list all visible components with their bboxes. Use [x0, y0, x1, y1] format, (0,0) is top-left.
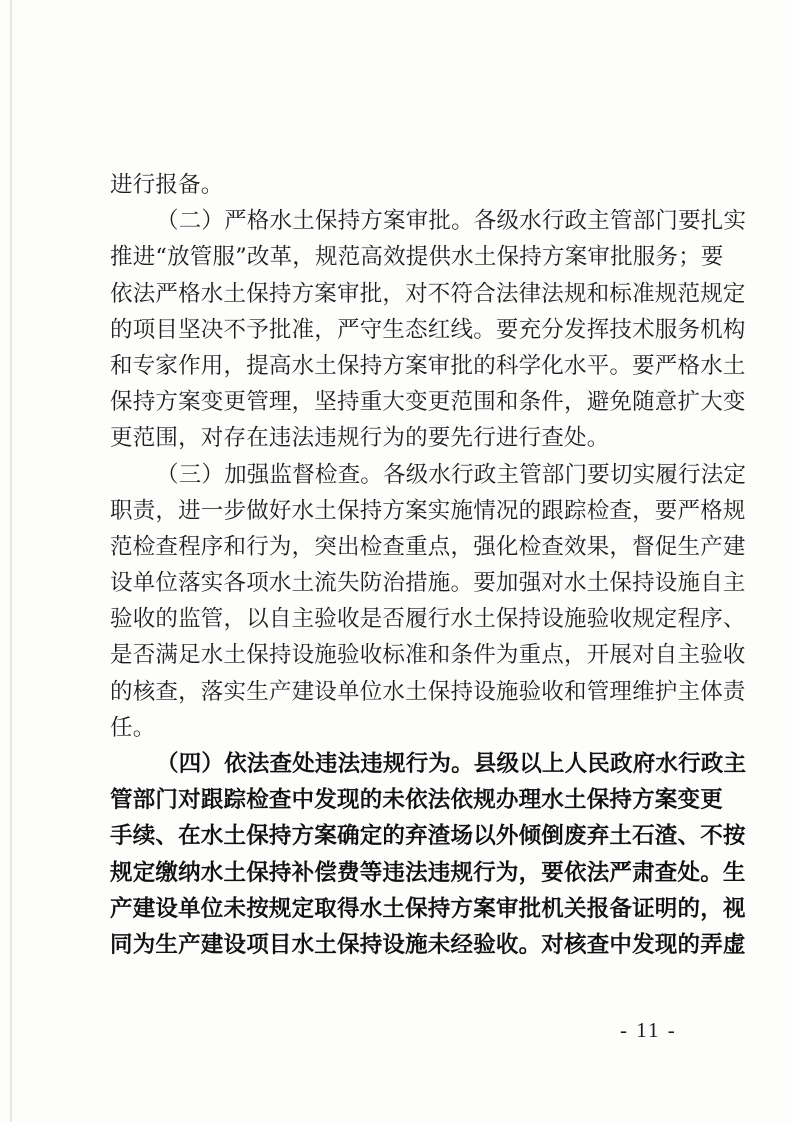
text-line: 范检查程序和行为，突出检查重点，强化检查效果，督促生产建 — [110, 534, 746, 560]
text-line: 验收的监管，以自主验收是否履行水土保持设施验收规定程序、 — [110, 606, 746, 632]
text-line: 依法严格水土保持方案审批，对不符合法律法规和标准规范规定 — [110, 281, 746, 307]
text-line: 规定缴纳水土保持补偿费等违法违规行为，要依法严肃查处。生 — [110, 860, 746, 886]
text-line: 产建设单位未按规定取得水土保持方案审批机关报备证明的，视 — [110, 896, 746, 922]
section-heading-line: （三）加强监督检查。各级水行政主管部门要切实履行法定 — [156, 462, 747, 488]
text-line: 进行报备。 — [110, 172, 224, 198]
text-line: 和专家作用，提高水土保持方案审批的科学化水平。要严格水土 — [110, 353, 746, 379]
text-line: 更范围，对存在违法违规行为的要先行进行查处。 — [110, 425, 610, 451]
text-line: 保持方案变更管理，坚持重大变更范围和条件，避免随意扩大变 — [110, 389, 746, 415]
text-line: 设单位落实各项水土流失防治措施。要加强对水土保持设施自主 — [110, 570, 746, 596]
text-line: 管部门对跟踪检查中发现的未依法依规办理水土保持方案变更 — [110, 787, 723, 813]
text-line: 手续、在水土保持方案确定的弃渣场以外倾倒废弃土石渣、不按 — [110, 823, 746, 849]
section-heading-line: （四）依法查处违法违规行为。县级以上人民政府水行政主 — [156, 751, 747, 777]
text-line: 职责，进一步做好水土保持方案实施情况的跟踪检查，要严格规 — [110, 498, 746, 524]
text-line: 的项目坚决不予批准，严守生态红线。要充分发挥技术服务机构 — [110, 317, 746, 343]
section-heading-line: （二）严格水土保持方案审批。各级水行政主管部门要扎实 — [156, 208, 747, 234]
text-line: 任。 — [110, 715, 156, 741]
scan-edge — [10, 0, 12, 1122]
text-line: 推进“放管服”改革，规范高效提供水土保持方案审批服务；要 — [110, 244, 724, 270]
text-line: 同为生产建设项目水土保持设施未经验收。对核查中发现的弄虚 — [110, 932, 746, 958]
text-line: 是否满足水土保持设施验收标准和条件为重点，开展对自主验收 — [110, 642, 746, 668]
text-line: 的核查，落实生产建设单位水土保持设施验收和管理维护主体责 — [110, 679, 746, 705]
page-number: - 11 - — [620, 1018, 677, 1042]
